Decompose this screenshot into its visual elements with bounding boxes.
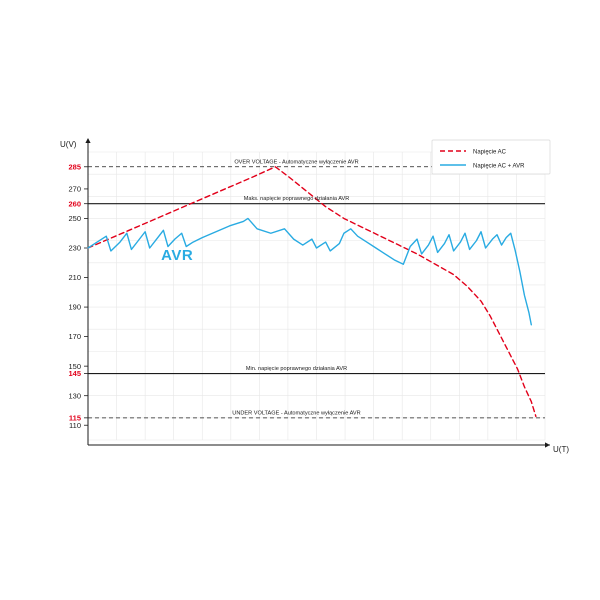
threshold-label: UNDER VOLTAGE - Automatyczne wyłączenie AVR — [232, 410, 361, 417]
chart-legend — [432, 140, 550, 174]
y-tick-label: 260 — [68, 199, 81, 209]
legend-label: Napięcie AC — [473, 149, 507, 156]
legend-label: Napięcie AC + AVR — [473, 163, 525, 170]
y-axis-ticks — [68, 162, 88, 429]
x-axis-title: U(T) — [553, 445, 569, 454]
y-tick-label: 145 — [68, 369, 81, 379]
y-tick-label: 150 — [68, 361, 81, 371]
y-tick-label: 250 — [68, 214, 81, 224]
y-tick-label: 130 — [68, 391, 81, 401]
chart-annotations — [161, 159, 361, 416]
y-tick-label: 285 — [68, 162, 81, 172]
axes — [85, 138, 550, 448]
y-axis-title: U(V) — [60, 140, 77, 149]
y-tick-label: 230 — [68, 243, 81, 253]
y-tick-label: 270 — [68, 184, 81, 194]
threshold-label: Maks. napięcie poprawnego działania AVR — [243, 196, 350, 203]
y-tick-label: 190 — [68, 302, 81, 312]
threshold-label: Min. napięcie poprawnego działania AVR — [245, 366, 348, 373]
avr-annotation: AVR — [161, 246, 194, 264]
y-tick-label: 110 — [69, 420, 81, 430]
y-tick-label: 115 — [68, 413, 81, 423]
threshold-label: OVER VOLTAGE - Automatyczne wyłączenie AVR — [234, 159, 359, 166]
y-tick-label: 170 — [68, 332, 81, 342]
y-tick-label: 210 — [68, 273, 81, 283]
series-line — [88, 218, 531, 324]
